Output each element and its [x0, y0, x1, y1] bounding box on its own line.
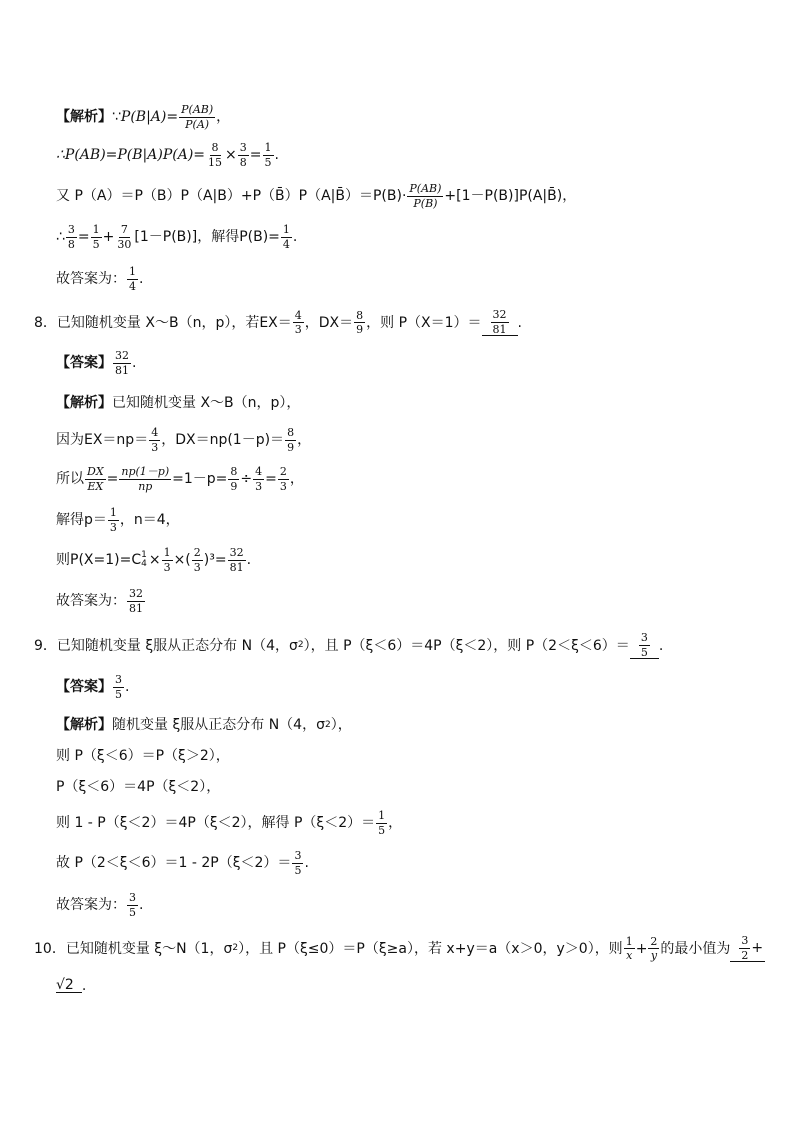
analysis-text: 故 P（2＜ξ＜6）＝1 - 2P（ξ＜2）＝ [56, 855, 292, 872]
numerator: 4 [151, 426, 159, 439]
denominator: 5 [129, 905, 136, 919]
math-text: +[1－P(B)]P(A|B̄)， [444, 188, 577, 205]
fraction [648, 936, 659, 962]
numerator: 4 [255, 465, 263, 478]
fraction [281, 224, 292, 250]
fraction [127, 266, 138, 292]
question-text: 的最小值为 [660, 940, 731, 957]
math-text: 又 P（A）＝P（B）P（A|B）+P（B̄）P（A|B̄）＝P(B)· [56, 188, 407, 205]
fraction [162, 547, 173, 573]
answer-blank [730, 935, 765, 962]
fraction [127, 588, 145, 614]
numerator: 1 [109, 506, 117, 519]
fraction [192, 547, 203, 573]
operator: = [106, 471, 119, 488]
numerator: 32 [115, 349, 129, 362]
fraction [292, 850, 303, 876]
fraction [263, 142, 274, 168]
analysis-text: 则 1 - P（ξ＜2）＝4P（ξ＜2），解得 P（ξ＜2）＝ [56, 815, 376, 832]
question9-final-answer [56, 892, 143, 918]
fraction [206, 142, 224, 168]
question9-answer [56, 674, 129, 700]
numerator: 32 [129, 587, 143, 600]
fraction [354, 310, 365, 336]
numerator: P(AB) [181, 103, 214, 116]
denominator: 4 [282, 237, 290, 251]
math-text: P(B|A)= [120, 109, 179, 126]
operator: + [635, 940, 648, 957]
numerator: 2 [650, 934, 658, 948]
fraction [639, 632, 650, 658]
analysis-text: 因为EX＝np＝ [56, 432, 149, 449]
analysis-text: ）， [330, 717, 352, 733]
fraction [113, 674, 124, 700]
denominator: 9 [230, 479, 238, 493]
denominator: 8 [239, 155, 247, 169]
denominator: 9 [287, 440, 295, 454]
numerator: 2 [279, 465, 287, 478]
numerator: 3 [239, 141, 247, 154]
numerator: 32 [492, 308, 507, 321]
operator: + [751, 940, 764, 957]
fraction [278, 466, 289, 492]
analysis-text: 则P(X=1)=C [56, 552, 142, 569]
question-text: 已知随机变量 ξ～N（1，σ [65, 940, 233, 957]
numerator: 3 [67, 223, 75, 236]
fraction [253, 466, 264, 492]
denominator: 3 [109, 520, 117, 534]
punctuation: ， [289, 471, 304, 488]
question9-stem [34, 632, 663, 659]
operator: × [225, 147, 237, 164]
question8-answer [56, 350, 136, 376]
question-number: 10． [34, 940, 66, 957]
numerator: 2 [193, 546, 201, 559]
question10-stem-line2 [56, 978, 86, 993]
answer-label: 【答案】 [56, 679, 112, 696]
math-text: ∴P(AB)=P(B|A)P(A)= [56, 147, 206, 164]
denominator: 81 [229, 560, 244, 574]
question-text: 已知随机变量 ξ服从正态分布 N（4，σ [56, 637, 298, 654]
denominator: x [626, 949, 633, 963]
numerator: 1 [378, 809, 386, 822]
math-text: [1－P(B)]，解得P(B)= [134, 229, 280, 246]
fraction [179, 104, 215, 130]
question10-stem [34, 935, 765, 962]
analysis-text: P（ξ＜6）＝4P（ξ＜2）， [56, 779, 221, 795]
numerator: 3 [129, 891, 136, 904]
analysis-text: ，DX＝np(1－p)＝ [161, 432, 285, 449]
operator: = [265, 471, 277, 488]
fraction [228, 466, 239, 492]
denominator: 2 [741, 948, 749, 962]
question-number: 8． [34, 314, 57, 331]
fraction [113, 350, 131, 376]
denominator: 3 [163, 560, 171, 574]
punctuation: . [139, 897, 144, 914]
analysis-text: )³= [203, 552, 227, 569]
superscript: 2 [297, 640, 304, 651]
question-text: ），且 P（ξ＜6）＝4P（ξ＜2），则 P（2＜ξ＜6）＝ [303, 637, 630, 654]
denominator: 30 [117, 237, 132, 251]
solution7-line2 [56, 142, 279, 168]
question-text: ，DX＝ [304, 314, 354, 331]
fraction [285, 427, 296, 453]
analysis-text: =1－p= [172, 471, 228, 488]
operator: × [148, 552, 161, 569]
question-text: ，则 P（X＝1）＝ [366, 314, 482, 331]
punctuation: . [139, 271, 144, 288]
answer-blank-continued [56, 978, 82, 993]
solution7-line3 [56, 183, 576, 209]
denominator: 9 [356, 323, 364, 337]
denominator: 8 [67, 237, 75, 251]
superscript: 2 [324, 719, 331, 730]
analysis-text: 所以 [56, 471, 84, 488]
analysis-text: 则 P（ξ＜6）＝P（ξ＞2）， [56, 748, 230, 764]
question9-analysis-line4 [56, 810, 402, 836]
fraction [739, 935, 750, 961]
numerator: 1 [625, 934, 633, 948]
analysis-label: 【解析】 [56, 395, 112, 411]
denominator: EX [87, 479, 104, 493]
operator: ÷ [240, 471, 253, 488]
punctuation: . [246, 552, 252, 569]
denominator: np [138, 479, 153, 493]
answer-prefix: 故答案为： [56, 271, 126, 288]
question9-analysis-line5 [56, 850, 309, 876]
numerator: 1 [264, 141, 272, 154]
denominator: 5 [92, 237, 100, 251]
analysis-text: ×( [173, 552, 191, 569]
denominator: 5 [294, 863, 302, 877]
sqrt-expression: √2 [56, 977, 74, 993]
solution7-final-answer [56, 266, 143, 292]
question8-analysis-line5 [56, 547, 251, 573]
analysis-text: ，n＝4， [119, 512, 180, 529]
fraction [85, 466, 106, 492]
question-text: ），且 P（ξ≤0）＝P（ξ≥a），若 x+y＝a（x＞0，y＞0），则 [238, 940, 623, 957]
denominator: 3 [279, 479, 287, 493]
numerator: 1 [92, 223, 100, 236]
fraction [91, 224, 102, 250]
numerator: 32 [229, 546, 244, 559]
fraction [149, 427, 160, 453]
operator: = [249, 147, 262, 164]
numerator: 8 [356, 308, 364, 322]
numerator: 3 [294, 849, 302, 862]
denominator: P(B) [413, 196, 438, 210]
operator: = [77, 229, 90, 246]
punctuation: . [125, 679, 130, 696]
fraction [238, 142, 249, 168]
analysis-label: 【解析】 [56, 109, 112, 126]
numerator: 1 [129, 265, 136, 278]
punctuation: ， [297, 432, 312, 449]
denominator: 3 [294, 323, 302, 337]
denominator: 4 [129, 279, 136, 293]
combination-indices [141, 551, 147, 569]
numerator: 8 [230, 465, 238, 478]
punctuation: . [274, 147, 279, 164]
numerator: P(AB) [409, 182, 442, 195]
analysis-label: 【解析】 [56, 717, 112, 733]
fraction [228, 547, 246, 573]
punctuation: ， [388, 815, 403, 832]
denominator: 81 [129, 601, 143, 615]
superscript: 1 [141, 550, 147, 561]
operator: + [102, 229, 115, 246]
denominator: 15 [208, 155, 223, 169]
denominator: 3 [193, 560, 201, 574]
punctuation: . [292, 229, 298, 246]
fraction [293, 310, 304, 336]
fraction [407, 183, 443, 209]
denominator: 81 [115, 363, 129, 377]
numerator: 1 [282, 223, 290, 236]
therefore-symbol: ∴ [56, 229, 65, 246]
question8-final-answer [56, 588, 146, 614]
answer-blank [482, 309, 518, 336]
question-text: 已知随机变量 X～B（n，p），若EX＝ [56, 314, 292, 331]
denominator: 5 [378, 823, 386, 837]
question-number: 9． [34, 637, 57, 654]
because-symbol: ∵ [112, 109, 121, 126]
denominator: 5 [640, 645, 648, 659]
numerator: 1 [163, 546, 171, 559]
denominator: 3 [255, 479, 263, 493]
question8-analysis-line1 [56, 396, 300, 410]
fraction [119, 466, 171, 492]
punctuation: . [132, 355, 137, 372]
solution7-line1 [56, 104, 230, 130]
numerator: 3 [640, 631, 648, 644]
answer-prefix: 故答案为： [56, 897, 126, 914]
fraction [624, 936, 635, 962]
analysis-text: 随机变量 ξ服从正态分布 N（4，σ [112, 717, 325, 733]
answer-prefix: 故答案为： [56, 593, 126, 610]
numerator: 8 [211, 141, 219, 154]
question8-stem [34, 309, 522, 336]
denominator: 5 [115, 687, 122, 701]
numerator: 3 [741, 934, 749, 947]
answer-blank [630, 632, 659, 659]
fraction [115, 224, 133, 250]
punctuation: . [304, 855, 309, 872]
punctuation: . [658, 637, 664, 654]
analysis-text: 已知随机变量 X～B（n，p）， [112, 395, 301, 411]
numerator: np(1－p) [121, 465, 170, 478]
analysis-text: 解得p＝ [56, 512, 107, 529]
denominator: 81 [492, 322, 507, 336]
fraction [491, 309, 509, 335]
numerator: 8 [287, 426, 295, 439]
denominator: P(A) [185, 117, 210, 131]
question8-analysis-line3 [56, 466, 304, 492]
fraction [108, 507, 119, 533]
solution7-line4 [56, 224, 297, 250]
question9-analysis-line2 [56, 749, 230, 763]
numerator: 3 [115, 673, 122, 686]
question9-analysis-line1 [56, 718, 352, 732]
numerator: 4 [294, 308, 302, 322]
fraction [127, 892, 138, 918]
question8-analysis-line2 [56, 427, 311, 453]
subscript: 4 [141, 559, 147, 570]
question8-analysis-line4 [56, 507, 180, 533]
fraction [376, 810, 387, 836]
numerator: DX [87, 465, 104, 478]
question9-analysis-line3 [56, 780, 220, 794]
superscript: 2 [232, 943, 239, 954]
answer-label: 【答案】 [56, 355, 112, 372]
denominator: 3 [151, 440, 159, 454]
numerator: 7 [120, 223, 128, 236]
denominator: y [650, 949, 658, 963]
denominator: 5 [264, 155, 272, 169]
punctuation: ， [216, 109, 231, 126]
punctuation: . [81, 977, 87, 994]
fraction [66, 224, 77, 250]
punctuation: . [517, 314, 522, 331]
